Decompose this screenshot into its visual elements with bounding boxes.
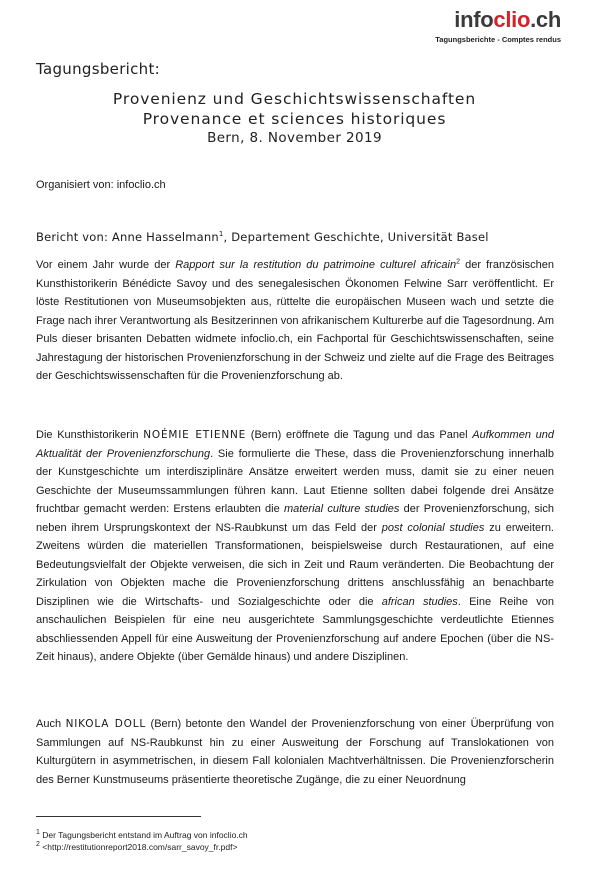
p3-text-b: (Bern) betonte den Wandel der Provenienzforschung von einer Überprüfung von Sammlungen auf NS-Raubkunst hin zu einer Ausweitung der Forschung auf Translokationen von Kulturgütern in asymmetrischen, in diesem Fall kolonialen Machtverhältnissen. Die Provenienzforscherin des Berner Kunstmuseums präsentierte theoretische Zugänge, die zu einer Neuordnung: [36, 718, 554, 786]
logo-ch: ch: [535, 7, 561, 32]
report-author-prefix: Bericht von: Anne Hasselmann: [36, 230, 219, 244]
panel-title: Aufkommen und Aktualität der Provenienzforschung: [36, 429, 554, 460]
term-material-culture-studies: material culture studies: [283, 503, 400, 515]
footnote-2: [36, 841, 248, 853]
footnotes: [36, 829, 248, 853]
document-type: Tagungsbericht:: [36, 60, 161, 78]
footnote-separator: [36, 816, 201, 817]
logo-clio: clio: [493, 7, 531, 32]
speaker-name-doll: NIKOLA DOLL: [65, 718, 147, 730]
paragraph-2: [36, 426, 554, 667]
p2-text-c: . Sie formulierte die These, dass die Provenienzforschung innerhalb der Kunstgeschichte um interdisziplinäre Ansätze erweitert werden muss, damit sie zu einer neuen Geschichte der Museumssammlungen führen kann. Laut Etienne sollten dabei folgende drei Ansätze fruchtbar gemacht werden: Erstens erlaubten die: [36, 447, 554, 515]
footnote-ref-1: 1: [218, 230, 224, 239]
infoclio-logo: [435, 8, 561, 44]
p2-text-e: zu erweitern. Zweitens würden die materiellen Transformationen, beispielsweise durch Restaurationen, auf eine Bedeutungsvielfalt der Objekte verweisen, die sich in Zeit und Raum veränderten. Die Beobachtung der Zirkulation von Objekten mache die Provenienzforschung drittens anschlussfähig an benachbarte Disziplinen wie die Wirtschafts- und Sozialgeschichte oder die: [36, 521, 554, 608]
term-post-colonial-studies: post colonial studies: [381, 521, 485, 534]
logo-dot: .: [530, 7, 536, 32]
title-german: Provenienz und Geschichtswissenschaften: [112, 90, 477, 108]
footnote-1-text: Der Tagungsbericht entstand im Auftrag von infoclio.ch: [39, 830, 248, 840]
report-author: [36, 230, 489, 244]
footnote-2-number: 2: [36, 841, 40, 849]
p2-text-a: Die Kunsthistorikerin: [36, 429, 144, 441]
footnote-2-link[interactable]: <http://restitutionreport2018.com/sarr_savoy_fr.pdf>: [39, 842, 238, 852]
speaker-name-etienne: NOÉMIE ETIENNE: [143, 429, 247, 441]
footnote-1: [36, 829, 248, 841]
paragraph-3: [36, 715, 554, 789]
p2-text-f: . Eine Reihe von anschaulichen Beispielen für eine neu ausgerichtete Sammlungsgeschichte verdeutlichte Etiennes abschliessenden Appell für eine Ausweitung der Provenienzforschung auf andere Epochen (über die NS-Zeit hinaus), andere Objekte (über Gemälde hinaus) und andere Disziplinen.: [36, 595, 554, 663]
footnote-ref-2: 2: [456, 258, 461, 266]
p3-text-a: Auch: [36, 718, 66, 730]
logo-wordmark: [435, 8, 561, 32]
p1-report-title: Rapport sur la restitution du patrimoine culturel africain: [175, 259, 457, 271]
p2-text-b: (Bern) eröffnete die Tagung und das Panel: [246, 429, 473, 441]
organized-by: Organisiert von: infoclio.ch: [36, 179, 166, 191]
title-french: Provenance et sciences historiques: [142, 110, 447, 128]
p1-text-a: Vor einem Jahr wurde der: [36, 259, 176, 271]
logo-subtitle: Tagungsberichte - Comptes rendus: [435, 35, 561, 44]
p2-text-d: der Provenienzforschung, sich neben ihrem Ursprungskontext der NS-Raubkunst um das Feld der: [36, 503, 554, 534]
p1-text-b: der französischen Kunsthistorikerin Bénédicte Savoy und des senegalesischen Ökonomen Felwine Sarr veröffentlicht. Er löste Restitutionen von Museumsobjekten aus, rüttelte die europäischen Museen wach und setzte die Frage nach ihrer Verantwortung als Besitzerinnen von afrikanischem Kulturerbe auf die Tagesordnung. Am Puls dieser brisanten Debatten widmete infoclio.ch, ein Fachportal für Geschichtswissenschaften, seine Jahrestagung der historischen Provenienzforschung in der Schweiz und zielte auf die Frage des Beitrages der Geschichtswissenschaften für die Provenienzforschung ab.: [36, 259, 554, 382]
footnote-1-number: 1: [36, 829, 40, 837]
paragraph-1: [36, 256, 554, 386]
place-date: Bern, 8. November 2019: [207, 130, 382, 146]
report-author-affiliation: , Departement Geschichte, Universität Basel: [223, 230, 489, 244]
title-block: [0, 89, 589, 148]
term-african-studies: african studies: [381, 595, 458, 608]
logo-info: info: [454, 7, 494, 32]
